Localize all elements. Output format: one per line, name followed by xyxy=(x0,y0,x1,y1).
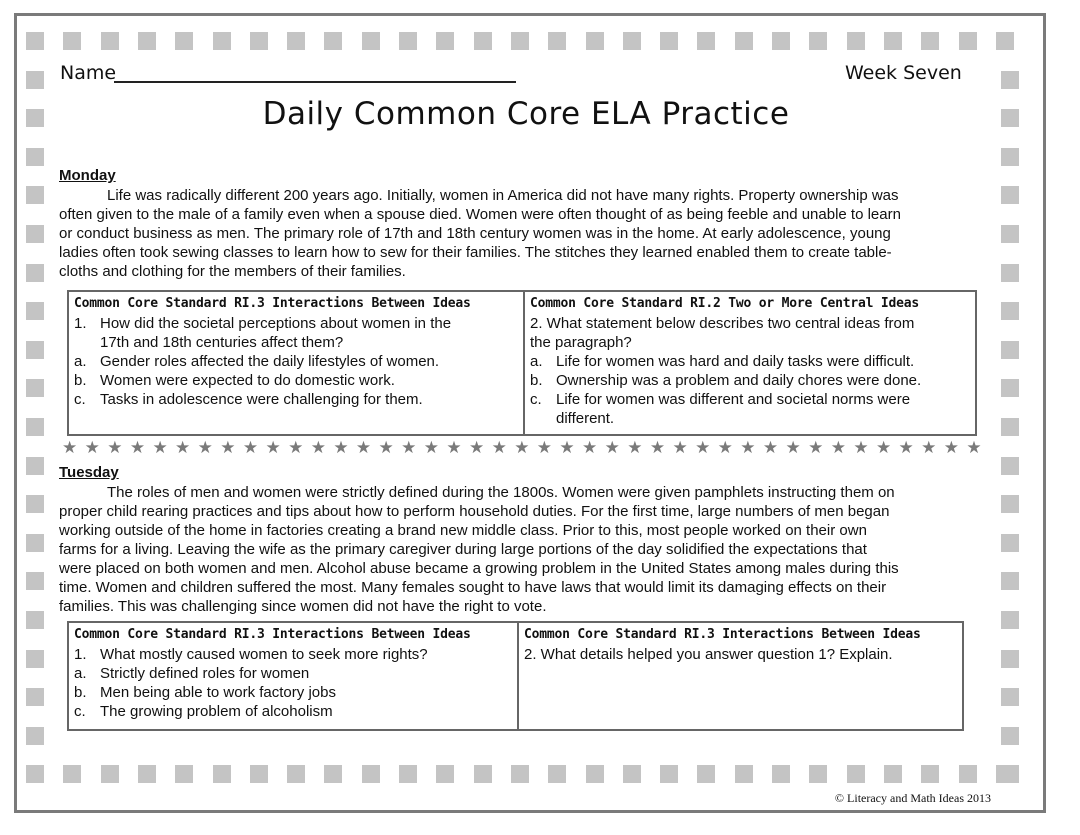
border-square xyxy=(1001,302,1019,320)
star-icon: ★ xyxy=(152,438,168,457)
option-text: Life for women was hard and daily tasks were difficult. xyxy=(556,353,915,370)
option-label: a. xyxy=(74,353,87,370)
question-text: What mostly caused women to seek more rights? xyxy=(100,646,428,663)
border-square xyxy=(1001,727,1019,745)
star-icon: ★ xyxy=(197,438,213,457)
border-square xyxy=(138,765,156,783)
border-square xyxy=(175,765,193,783)
border-square xyxy=(26,302,44,320)
tuesday-question-box xyxy=(67,621,964,731)
answer-option-c[interactable] xyxy=(74,390,518,409)
answer-option-c[interactable] xyxy=(74,702,512,721)
star-icon: ★ xyxy=(401,438,417,457)
star-icon: ★ xyxy=(355,438,372,457)
border-square xyxy=(26,611,44,629)
option-label: c. xyxy=(530,391,542,408)
monday-heading: Monday xyxy=(59,167,116,184)
tuesday-heading: Tuesday xyxy=(59,464,119,481)
border-square xyxy=(660,32,678,50)
border-square xyxy=(26,650,44,668)
border-square xyxy=(250,32,268,50)
star-icon: ★ xyxy=(175,438,191,457)
border-square xyxy=(399,765,417,783)
star-icon: ★ xyxy=(966,438,982,457)
star-icon: ★ xyxy=(491,438,507,457)
option-label: b. xyxy=(530,372,543,389)
border-square xyxy=(324,765,342,783)
border-square xyxy=(1001,264,1019,282)
border-square xyxy=(1001,457,1019,475)
star-icon: ★ xyxy=(84,438,100,457)
question-text-continued: the paragraph? xyxy=(530,334,632,351)
border-square xyxy=(26,534,44,552)
question-stem xyxy=(74,645,512,664)
border-square xyxy=(101,32,119,50)
week-label: Week Seven xyxy=(845,62,962,84)
border-square xyxy=(362,765,380,783)
option-text: Ownership was a problem and daily chores were done. xyxy=(556,372,922,389)
border-square xyxy=(735,32,753,50)
border-square xyxy=(250,765,268,783)
star-icon: ★ xyxy=(514,438,530,457)
border-square xyxy=(1001,341,1019,359)
star-icon: ★ xyxy=(242,438,259,457)
border-square xyxy=(809,32,827,50)
page-title: Daily Common Core ELA Practice xyxy=(262,96,790,132)
border-square xyxy=(175,32,193,50)
border-square xyxy=(63,765,81,783)
border-square xyxy=(1001,765,1019,783)
border-square xyxy=(436,765,454,783)
option-text: Women were expected to do domestic work. xyxy=(100,372,395,389)
option-text: The growing problem of alcoholism xyxy=(100,703,333,720)
monday-question-2 xyxy=(523,292,975,434)
star-icon: ★ xyxy=(378,438,394,457)
option-label: b. xyxy=(74,684,87,701)
border-square xyxy=(138,32,156,50)
star-icon: ★ xyxy=(672,438,688,457)
border-square xyxy=(26,225,44,243)
star-icon: ★ xyxy=(762,438,779,457)
answer-option-a[interactable] xyxy=(74,352,518,371)
option-label: c. xyxy=(74,391,86,408)
border-square xyxy=(26,186,44,204)
star-icon: ★ xyxy=(830,438,846,457)
border-square xyxy=(324,32,342,50)
question-text: How did the societal perceptions about women in the xyxy=(100,315,452,332)
border-square xyxy=(847,765,865,783)
star-icon: ★ xyxy=(220,438,236,457)
border-square xyxy=(1001,71,1019,89)
name-blank-line[interactable] xyxy=(114,81,516,83)
border-square xyxy=(1001,186,1019,204)
border-square xyxy=(697,32,715,50)
star-divider xyxy=(62,438,982,458)
star-icon: ★ xyxy=(107,438,123,457)
border-square xyxy=(26,341,44,359)
option-text: Men being able to work factory jobs xyxy=(100,684,336,701)
answer-option-b[interactable] xyxy=(74,371,518,390)
answer-option-a[interactable] xyxy=(530,352,970,371)
border-square xyxy=(1001,650,1019,668)
option-text: Strictly defined roles for women xyxy=(100,665,310,682)
star-icon: ★ xyxy=(717,438,733,457)
border-square xyxy=(26,418,44,436)
border-square xyxy=(809,765,827,783)
star-icon: ★ xyxy=(288,438,304,457)
border-square xyxy=(1001,225,1019,243)
question-text: 2. What statement below describes two central ideas from xyxy=(530,315,915,332)
star-icon: ★ xyxy=(129,438,146,457)
monday-passage: Life was radically different 200 years ago. Initially, women in America did not have many rights. Property ownership was often given to the male of a family even when a spouse died. Women were often thought of as being feeble and unable to learn or conduct business as men. The primary role of 17th and 18th century women was in the home. At early adolescence, young ladies often took sewing classes to learn how to sew for their families. The stitches they learned enabled them to create table- cloths and clothing for the members of their families. xyxy=(59,187,901,280)
option-label: a. xyxy=(530,353,543,370)
border-square xyxy=(399,32,417,50)
border-square xyxy=(26,32,44,50)
option-text: Tasks in adolescence were challenging for them. xyxy=(100,391,423,408)
border-square xyxy=(1001,688,1019,706)
star-icon: ★ xyxy=(423,438,439,457)
border-square xyxy=(362,32,380,50)
border-square xyxy=(586,32,604,50)
tuesday-question-2[interactable] xyxy=(517,623,962,729)
standard-heading: Common Core Standard RI.3 Interactions Between Ideas xyxy=(74,296,471,311)
border-square xyxy=(996,32,1014,50)
border-square xyxy=(1001,495,1019,513)
star-icon: ★ xyxy=(695,438,711,457)
star-icon: ★ xyxy=(740,438,756,457)
border-square xyxy=(884,765,902,783)
option-text: Gender roles affected the daily lifestyles of women. xyxy=(100,353,440,370)
border-square xyxy=(921,32,939,50)
star-icon: ★ xyxy=(943,438,960,457)
border-square xyxy=(213,32,231,50)
star-icon: ★ xyxy=(582,438,598,457)
border-square xyxy=(884,32,902,50)
answer-option-a[interactable] xyxy=(74,664,512,683)
standard-heading: Common Core Standard RI.3 Interactions Between Ideas xyxy=(74,627,471,642)
star-icon: ★ xyxy=(785,438,801,457)
border-square xyxy=(474,765,492,783)
border-square xyxy=(548,32,566,50)
question-stem xyxy=(74,314,518,333)
monday-question-1 xyxy=(69,292,523,434)
border-square xyxy=(287,765,305,783)
border-square xyxy=(548,765,566,783)
answer-option-b[interactable] xyxy=(74,683,512,702)
star-icon: ★ xyxy=(627,438,643,457)
border-square xyxy=(921,765,939,783)
option-label: a. xyxy=(74,665,87,682)
border-square xyxy=(1001,148,1019,166)
option-label: b. xyxy=(74,372,87,389)
option-text-continued: different. xyxy=(556,410,615,427)
border-square xyxy=(213,765,231,783)
question-number: 1. xyxy=(74,646,87,663)
border-square xyxy=(959,765,977,783)
border-square xyxy=(26,264,44,282)
star-icon: ★ xyxy=(265,438,281,457)
border-square xyxy=(586,765,604,783)
standard-heading: Common Core Standard RI.3 Interactions Between Ideas xyxy=(524,627,921,642)
border-square xyxy=(660,765,678,783)
border-square xyxy=(847,32,865,50)
border-square xyxy=(511,765,529,783)
star-icon: ★ xyxy=(468,438,485,457)
star-icon: ★ xyxy=(808,438,824,457)
star-icon: ★ xyxy=(875,438,892,457)
star-icon: ★ xyxy=(921,438,937,457)
star-icon: ★ xyxy=(310,438,326,457)
border-square xyxy=(63,32,81,50)
star-icon: ★ xyxy=(62,438,78,457)
border-square xyxy=(26,572,44,590)
name-label: Name xyxy=(60,62,117,84)
border-square xyxy=(1001,572,1019,590)
border-square xyxy=(474,32,492,50)
border-square xyxy=(735,765,753,783)
star-icon: ★ xyxy=(536,438,553,457)
border-square xyxy=(26,148,44,166)
border-square xyxy=(26,495,44,513)
border-square xyxy=(26,379,44,397)
standard-heading: Common Core Standard RI.2 Two or More Central Ideas xyxy=(530,296,919,311)
star-icon: ★ xyxy=(649,438,666,457)
border-square xyxy=(1001,534,1019,552)
border-square xyxy=(26,457,44,475)
border-square xyxy=(26,71,44,89)
tuesday-passage: The roles of men and women were strictly defined during the 1800s. Women were given pamphlets instructing them on proper child rearing practices and tips about how to perform household duties. For the first time, large numbers of men began working outside of the home in factories creating a brand new middle class. Prior to this, most people worked on their own farms for a living. Leaving the wife as the primary caregiver during large portions of the day solidified the expectations that were placed on both women and men. Alcohol abuse became a growing problem in the United States among males during this time. Women and children suffered the most. Many females sought to have laws that would limit its damaging effects on their families. This was challenging since women did not have the right to vote. xyxy=(59,484,899,615)
star-icon: ★ xyxy=(333,438,349,457)
border-square xyxy=(287,32,305,50)
star-icon: ★ xyxy=(853,438,869,457)
border-square xyxy=(1001,379,1019,397)
answer-option-b[interactable] xyxy=(530,371,970,390)
border-square xyxy=(511,32,529,50)
border-square xyxy=(26,688,44,706)
border-square xyxy=(26,727,44,745)
star-icon: ★ xyxy=(898,438,914,457)
tuesday-question-1 xyxy=(69,623,517,729)
border-square xyxy=(697,765,715,783)
star-icon: ★ xyxy=(559,438,575,457)
border-square xyxy=(101,765,119,783)
border-square xyxy=(1001,611,1019,629)
border-square xyxy=(26,765,44,783)
border-square xyxy=(436,32,454,50)
border-square xyxy=(772,32,790,50)
border-square xyxy=(959,32,977,50)
border-square xyxy=(1001,418,1019,436)
question-text-continued: 17th and 18th centuries affect them? xyxy=(100,334,344,351)
star-icon: ★ xyxy=(446,438,462,457)
option-label: c. xyxy=(74,703,86,720)
border-square xyxy=(623,32,641,50)
option-text: Life for women was different and societal norms were xyxy=(556,391,911,408)
monday-question-box xyxy=(67,290,977,436)
question-text: 2. What details helped you answer question 1? Explain. xyxy=(524,646,893,663)
star-icon: ★ xyxy=(604,438,620,457)
border-square xyxy=(772,765,790,783)
answer-option-c[interactable] xyxy=(530,390,970,409)
question-number: 1. xyxy=(74,315,87,332)
copyright-notice: © Literacy and Math Ideas 2013 xyxy=(834,791,991,805)
border-square xyxy=(623,765,641,783)
